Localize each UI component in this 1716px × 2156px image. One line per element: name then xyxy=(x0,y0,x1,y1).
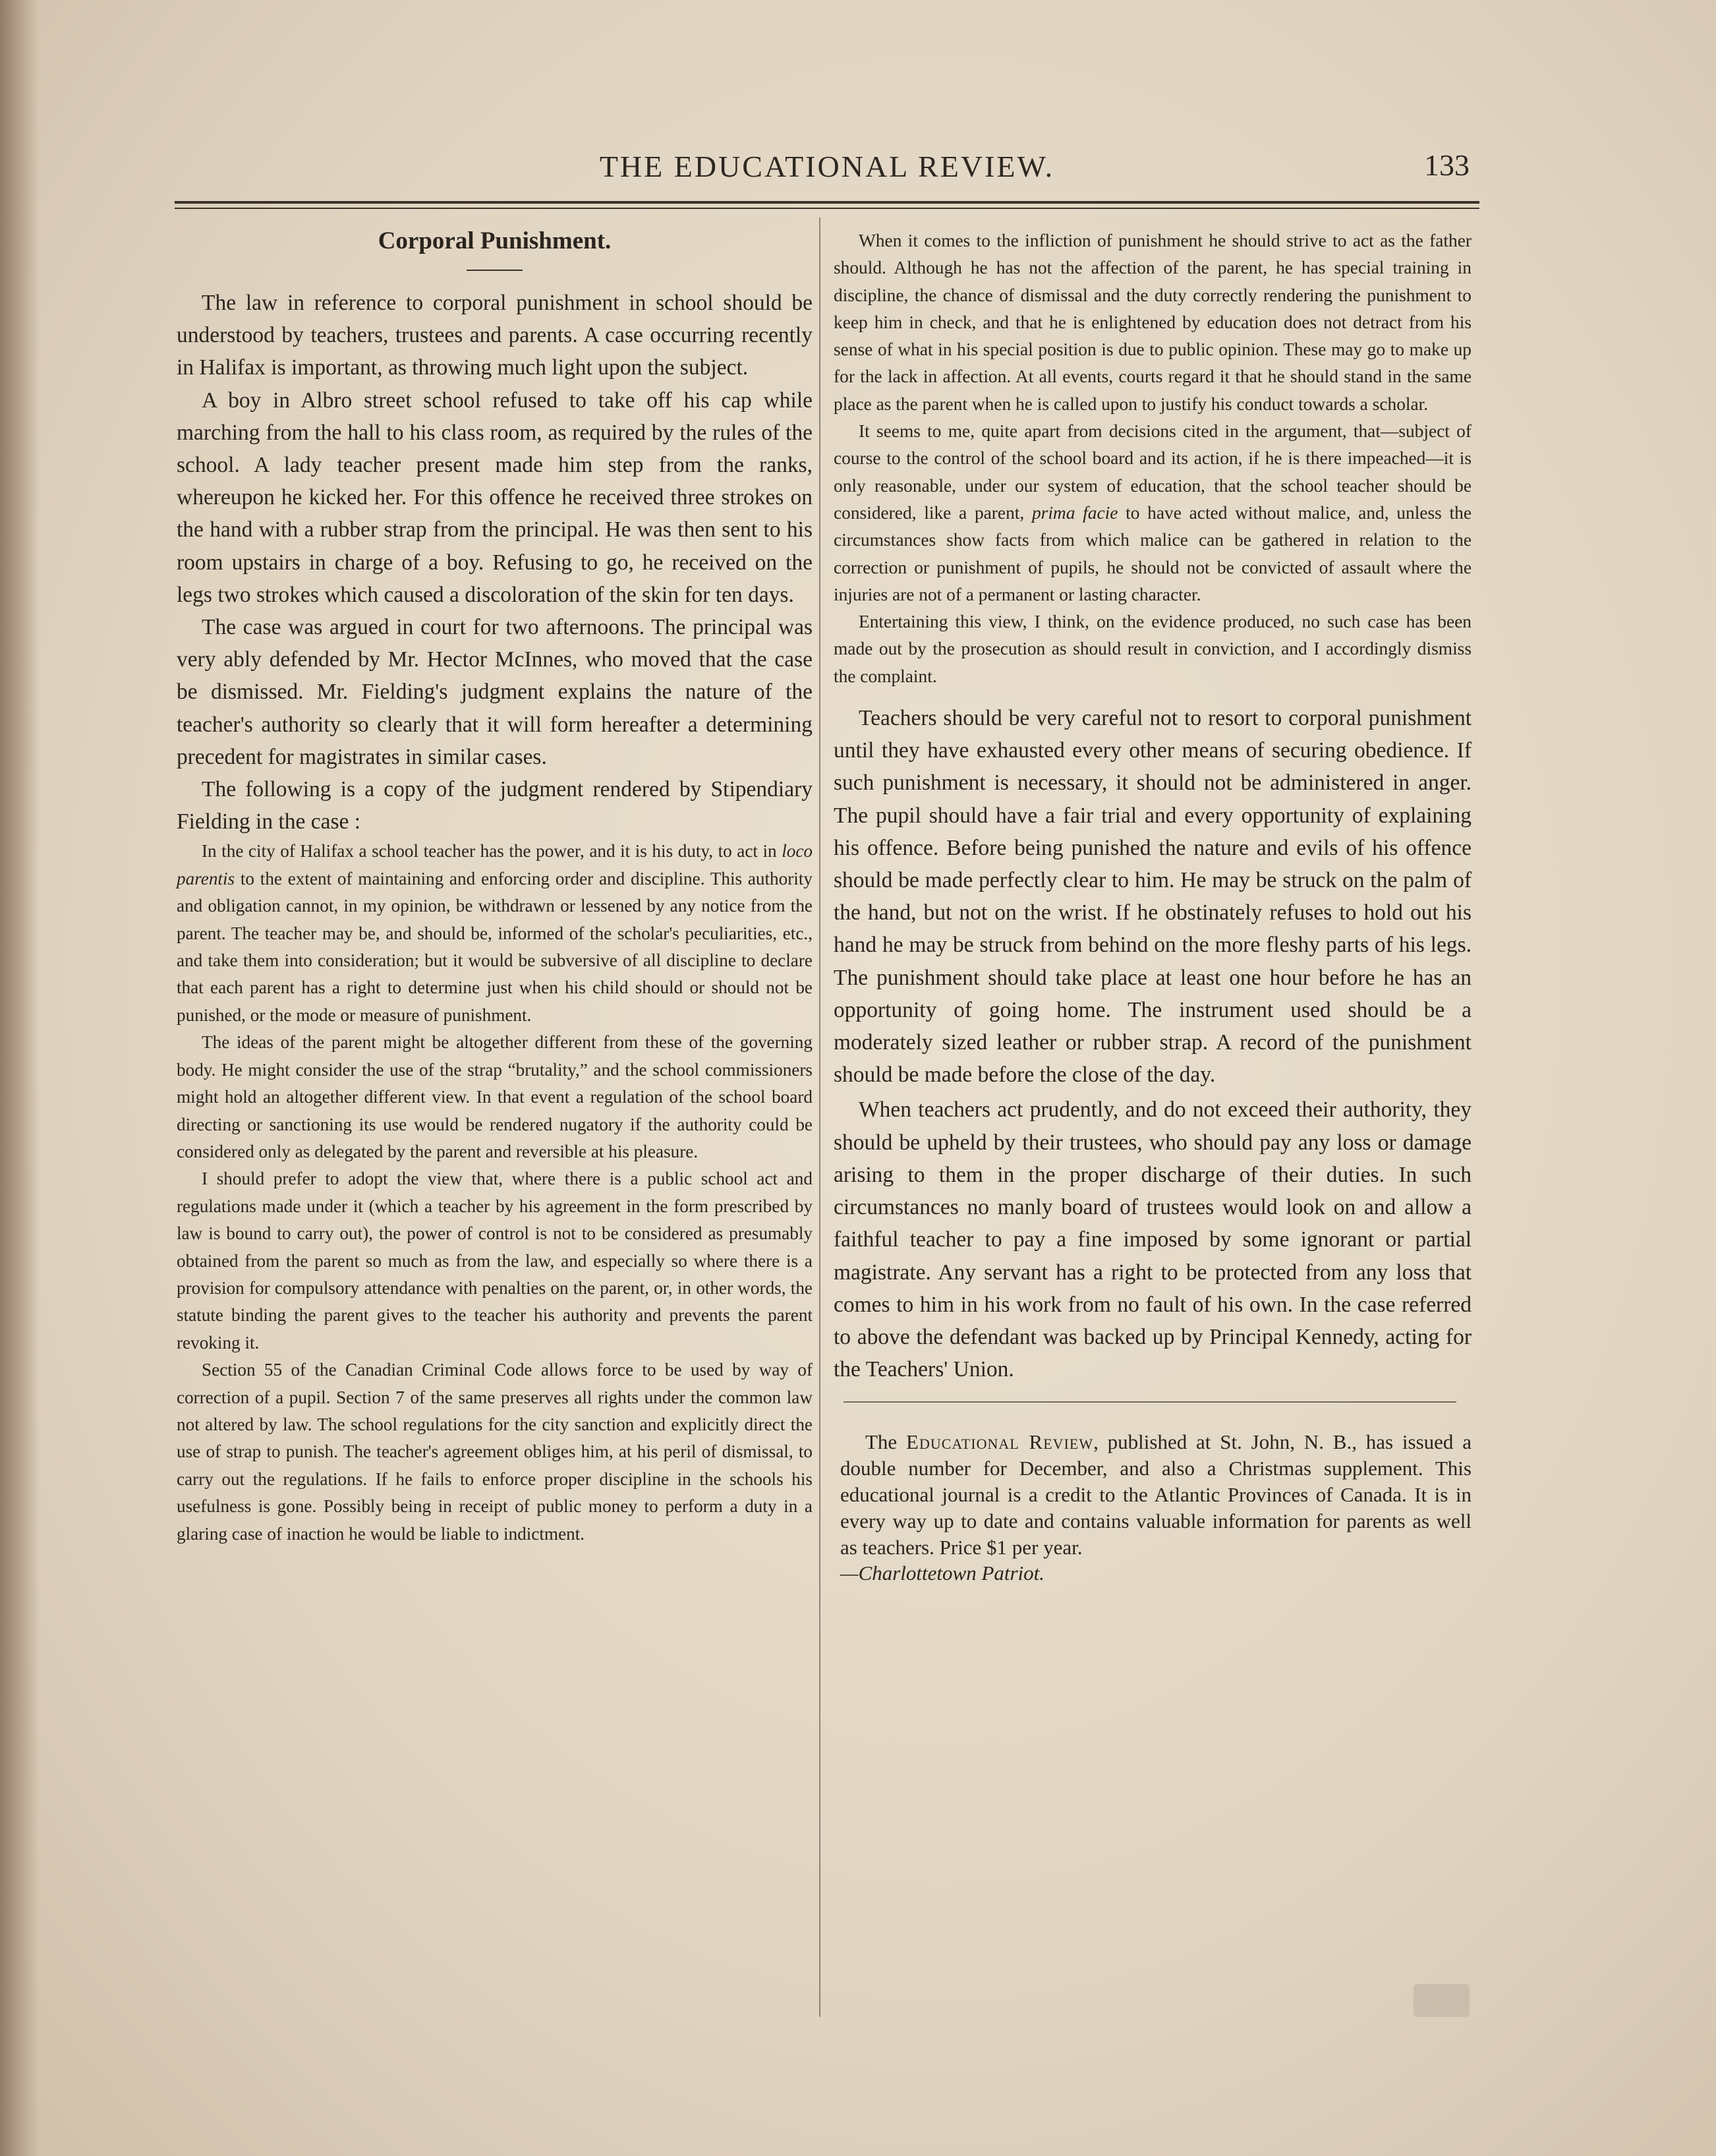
library-stamp-smudge xyxy=(1414,1984,1470,2017)
header-rule-thick xyxy=(175,201,1479,204)
judgment-text: It seems to me, quite apart from decisions cited in the argument, that—subject of course to the control of the school board and its action, if he is there impeached—it is only reasonable, under our system of education, that the school teacher should be considered, like a parent, xyxy=(834,421,1472,523)
notice-journal-name: Educational Review xyxy=(906,1430,1094,1454)
judgment-paragraph: Section 55 of the Canadian Criminal Code allows force to be used by way of correction of a pupil. Section 7 of the same preserves all rights under the common law not altered by law. The school regulations for the city sanction and explicitly direct the use of strap to punish. The teacher's agreement obliges him, at his peril of dismissal, to carry out the regulations. If he fails to enforce proper discipline in the schools his usefulness is gone. Possibly being in receipt of public money to perform a duty in a glaring case of inaction he would be liable to indictment. xyxy=(177,1360,813,1544)
page-number: 133 xyxy=(1424,148,1470,182)
judgment-paragraph: Entertaining this view, I think, on the evidence produced, no such case has been made out by the prosecution as should result in conviction, and I accordingly dismiss the complaint. xyxy=(834,612,1472,686)
article-paragraph: Teachers should be very careful not to resort to corporal punishment until they have exhausted every other means of securing obedience. If such punishment is necessary, it should not be administered in anger. The pupil should have a fair trial and every opportunity of explaining his offence. Before being punished the nature and evils of his offence should be made perfectly clear to him. He may be struck on the palm of the hand, but not on the wrist. If he obstinately refuses to hold out his hand he may be struck from behind on the more fleshy parts of his legs. The punishment should take place at least one hour before he has an opportunity of going home. The instrument used should be a moderately sized leather or rubber strap. A record of the punishment should be made before the close of the day. xyxy=(834,706,1472,1088)
page-header xyxy=(175,144,1479,190)
article-paragraph: The following is a copy of the judgment rendered by Stipendiary Fielding in the case : xyxy=(177,777,813,834)
notice-paragraph xyxy=(834,1429,1472,1560)
article-heading: Corporal Punishment. xyxy=(378,227,612,254)
judgment-paragraph xyxy=(834,418,1472,608)
right-column xyxy=(834,227,1472,1587)
notice-text: , published at St. John, N. B., has issued a double number for December, and also a Christmas supplement. This educational journal is a credit to the Atlantic Provinces of Canada. It is in every way up to date and contains valuable information for parents as well as teachers. Price $1 per year. xyxy=(840,1430,1472,1559)
notice-source: —Charlottetown Patriot. xyxy=(840,1561,1045,1585)
judgment-latin-term: prima facie xyxy=(1031,502,1118,523)
column-divider xyxy=(819,218,820,2017)
binding-shadow xyxy=(0,0,40,2156)
article-paragraph: The law in reference to corporal punishment in school should be understood by teachers, trustees and parents. A case occurring recently in Halifax is important, as throwing much light upon the subject. xyxy=(177,291,813,380)
article-paragraph: When teachers act prudently, and do not exceed their authority, they should be upheld by their trustees, who should pay any loss or damage arising to them in the proper discharge of their duties. In such circumstances no manly board of trustees would look on and allow a faithful teacher to pay a fine imposed by some ignorant or partial magistrate. Any servant has a right to be protected from any loss that comes to him in his work from no fault of his own. In the case referred to above the defendant was backed up by Principal Kennedy, acting for the Teachers' Union. xyxy=(834,1097,1472,1382)
judgment-text: to the extent of maintaining and enforcing order and discipline. This authority and obligation cannot, in my opinion, be withdrawn or lessened by any notice from the parent. The teacher may be, and should be, informed of the scholar's peculiarities, etc., and take them into consideration; but it would be subversive of all discipline to declare that each parent has a right to determine just when his child should or should not be punished, or the mode or measure of punishment. xyxy=(177,868,813,1025)
article-paragraph: The case was argued in court for two afternoons. The principal was very ably defended by Mr. Hector McInnes, who moved that the case be dismissed. Mr. Fielding's judgment explains the nature of the teacher's authority so clearly that it will form hereafter a determining precedent for magistrates in similar cases. xyxy=(177,615,813,769)
journal-title: THE EDUCATIONAL REVIEW. xyxy=(599,150,1055,183)
article-paragraph: A boy in Albro street school refused to take off his cap while marching from the hall to his class room, as required by the rules of the school. A lady teacher present made him step from the ranks, whereupon he kicked her. For this offence he received three strokes on the hand with a rubber strap from the principal. He was then sent to his room upstairs in charge of a boy. Refusing to go, he received on the legs two strokes which caused a discoloration of the skin for ten days. xyxy=(177,388,813,607)
left-column xyxy=(177,224,813,1548)
section-separator xyxy=(844,1401,1456,1403)
judgment-paragraph: The ideas of the parent might be altogether different from these of the governing body. He might consider the use of the strap “brutality,” and the school commissioners might hold an altogether different view. In that event a regulation of the school board directing or sanctioning its use would be rendered nugatory if the authority could be considered only as delegated by the parent and reversible at his pleasure. xyxy=(177,1032,813,1161)
header-rule-thin xyxy=(175,208,1479,209)
judgment-latin-term: loco parentis xyxy=(177,841,813,889)
judgment-paragraph xyxy=(177,838,813,1029)
notice-text: The xyxy=(865,1430,907,1454)
judgment-paragraph: I should prefer to adopt the view that, where there is a public school act and regulations made under it (which a teacher by his agreement in the form prescribed by law is bound to carry out), the power of control is not to be considered as presumably obtained from the parent so much as from the law, and especially so where there is a provision for compulsory attendance with penalties on the parent, or, in other words, the statute binding the parent gives to the teacher his authority and prevents the parent revoking it. xyxy=(177,1169,813,1353)
judgment-text: In the city of Halifax a school teacher has the power, and it is his duty, to act in xyxy=(202,841,782,861)
heading-rule xyxy=(467,270,523,271)
judgment-paragraph: When it comes to the infliction of punishment he should strive to act as the father should. Although he has not the affection of the parent, he has special training in discipline, the chance of dismissal and the duty correctly rendering the punishment to keep him in check, and that he is enlightened by education does not detract from his sense of what in his special position is due to public opinion. These may go to make up for the lack in affection. At all events, courts regard it that he should stand in the same place as the parent when he is called upon to justify his conduct towards a scholar. xyxy=(834,231,1472,414)
judgment-text: to have acted without malice, and, unless the circumstances show facts from which malice can be gathered in relation to the correction or punishment of pupils, he should not be convicted of assault where the injuries are not of a permanent or lasting character. xyxy=(834,502,1472,604)
